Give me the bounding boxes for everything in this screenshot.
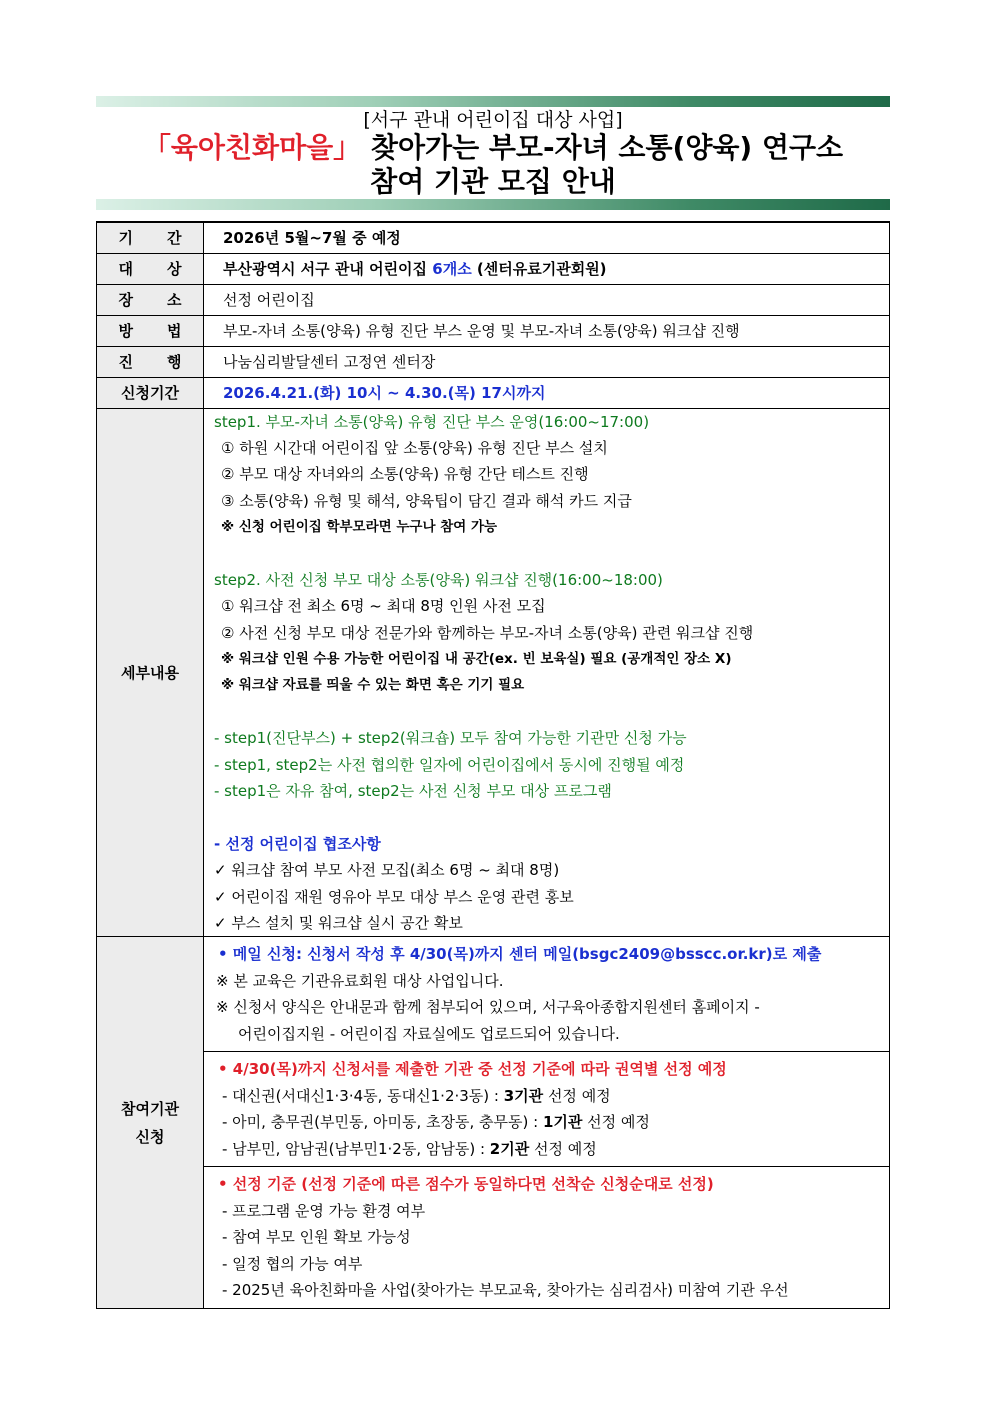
criteria-item: - 2025년 육아친화마을 사업(찾아가는 부모교육, 찾아가는 심리검사) 미참여 기관 우선: [222, 1281, 789, 1300]
apply-note: ※ 신청서 양식은 안내문과 함께 첨부되어 있으며, 서구육아종합지원센터 홈페이지 -: [216, 998, 760, 1017]
apply-note: 어린이집지원 - 어린이집 자료실에도 업로드되어 있습니다.: [238, 1024, 620, 1043]
value-place: 선정 어린이집: [204, 284, 890, 315]
label-apply-period: 신청기간: [97, 377, 204, 408]
page-title: [96, 130, 890, 166]
coop-item: ✓ 부스 설치 및 워크샵 실시 공간 확보: [214, 913, 463, 932]
details-content: [204, 408, 890, 937]
label-apply: 참여기관 신청: [97, 937, 204, 1309]
step2-note: ※ 워크샵 자료를 띄울 수 있는 화면 혹은 기기 필요: [221, 677, 525, 694]
step1-item: ① 하원 시간대 어린이집 앞 소통(양육) 유형 진단 부스 설치: [221, 438, 608, 457]
step1-item: ③ 소통(양육) 유형 및 해석, 양육팁이 담긴 결과 해석 카드 지급: [221, 491, 632, 510]
coop-item: ✓ 어린이집 재원 영유아 부모 대상 부스 운영 관련 홍보: [214, 887, 574, 906]
row-lead: [97, 346, 890, 377]
coop-title: - 선정 어린이집 협조사항: [214, 834, 381, 853]
info-table: [96, 221, 890, 1309]
selection-title: • 4/30(목)까지 신청서를 제출한 기관 중 선정 기준에 따라 권역별 선정 예정: [218, 1060, 727, 1079]
header-subtitle: [서구 관내 어린이집 대상 사업]: [363, 109, 623, 131]
value-method: 부모-자녀 소통(양육) 유형 진단 부스 운영 및 부모-자녀 소통(양육) 워크샵 진행: [204, 315, 890, 346]
step1-note: ※ 신청 어린이집 학부모라면 누구나 참여 가능: [221, 519, 498, 536]
header-bar-top: [96, 96, 890, 107]
criteria-section: [204, 1166, 889, 1308]
region-line: - 아미, 충무권(부민동, 아미동, 초장동, 충무동) : 1기관 선정 예정: [222, 1113, 650, 1132]
apply-note: ※ 본 교육은 기관유료회원 대상 사업입니다.: [216, 971, 504, 990]
selection-section: [204, 1051, 889, 1166]
label-method: 방법: [97, 315, 204, 346]
value-target: 부산광역시 서구 관내 어린이집 6개소 (센터유료기관회원): [204, 253, 890, 284]
row-period: [97, 222, 890, 253]
label-target: 대상: [97, 253, 204, 284]
row-method: [97, 315, 890, 346]
step1-title: step1. 부모-자녀 소통(양육) 유형 진단 부스 운영(16:00~17:00): [214, 412, 650, 431]
row-target: [97, 253, 890, 284]
step2-item: ② 사전 신청 부모 대상 전문가와 함께하는 부모-자녀 소통(양육) 관련 워크샵 진행: [221, 623, 754, 642]
row-apply-period: [97, 377, 890, 408]
page-title-line2: 참여 기관 모집 안내: [370, 165, 616, 198]
mail-section: [204, 937, 889, 1051]
header-bar-bottom: [96, 199, 890, 210]
coop-item: ✓ 워크샵 참여 부모 사전 모집(최소 6명 ~ 최대 8명): [214, 861, 560, 880]
condition-line: - step1은 자유 참여, step2는 사전 신청 부모 대상 프로그램: [214, 781, 612, 800]
row-details: [97, 408, 890, 937]
value-lead: 나눔심리발달센터 고정연 센터장: [204, 346, 890, 377]
label-details: 세부내용: [97, 408, 204, 937]
label-place: 장소: [97, 284, 204, 315]
condition-line: - step1, step2는 사전 협의한 일자에 어린이집에서 동시에 진행될 예정: [214, 755, 685, 774]
condition-line: - step1(진단부스) + step2(워크숍) 모두 참여 가능한 기관만 신청 가능: [214, 729, 687, 748]
title-main: 찾아가는 부모-자녀 소통(양육) 연구소: [361, 131, 844, 164]
criteria-item: - 일정 협의 가능 여부: [222, 1254, 363, 1273]
step1-item: ② 부모 대상 자녀와의 소통(양육) 유형 간단 테스트 진행: [221, 465, 589, 484]
value-apply-period: 2026.4.21.(화) 10시 ~ 4.30.(목) 17시까지: [204, 377, 890, 408]
row-place: [97, 284, 890, 315]
value-period: 2026년 5월~7월 중 예정: [204, 222, 890, 253]
region-line: - 남부민, 암남권(남부민1·2동, 암남동) : 2기관 선정 예정: [222, 1139, 597, 1158]
title-brand: 「육아친화마을」: [142, 131, 362, 164]
region-line: - 대신권(서대신1·3·4동, 동대신1·2·3동) : 3기관 선정 예정: [222, 1086, 611, 1105]
row-apply: [97, 937, 890, 1309]
step2-note: ※ 워크샵 인원 수용 가능한 어린이집 내 공간(ex. 빈 보육실) 필요 (공개적인 장소 X): [221, 651, 732, 668]
label-lead: 진행: [97, 346, 204, 377]
criteria-item: - 참여 부모 인원 확보 가능성: [222, 1228, 411, 1247]
criteria-title: • 선정 기준 (선정 기준에 따른 점수가 동일하다면 선착순 신청순대로 선정): [218, 1175, 714, 1194]
mail-instruction: • 메일 신청: 신청서 작성 후 4/30(목)까지 센터 메일(bsgc2409@bsscc.or.kr)로 제출: [218, 945, 822, 964]
label-period: 기간: [97, 222, 204, 253]
step2-item: ① 워크샵 전 최소 6명 ~ 최대 8명 인원 사전 모집: [221, 597, 546, 616]
step2-title: step2. 사전 신청 부모 대상 소통(양육) 워크샵 진행(16:00~18:00): [214, 570, 663, 589]
criteria-item: - 프로그램 운영 가능 환경 여부: [222, 1201, 426, 1220]
apply-content: [204, 937, 890, 1309]
